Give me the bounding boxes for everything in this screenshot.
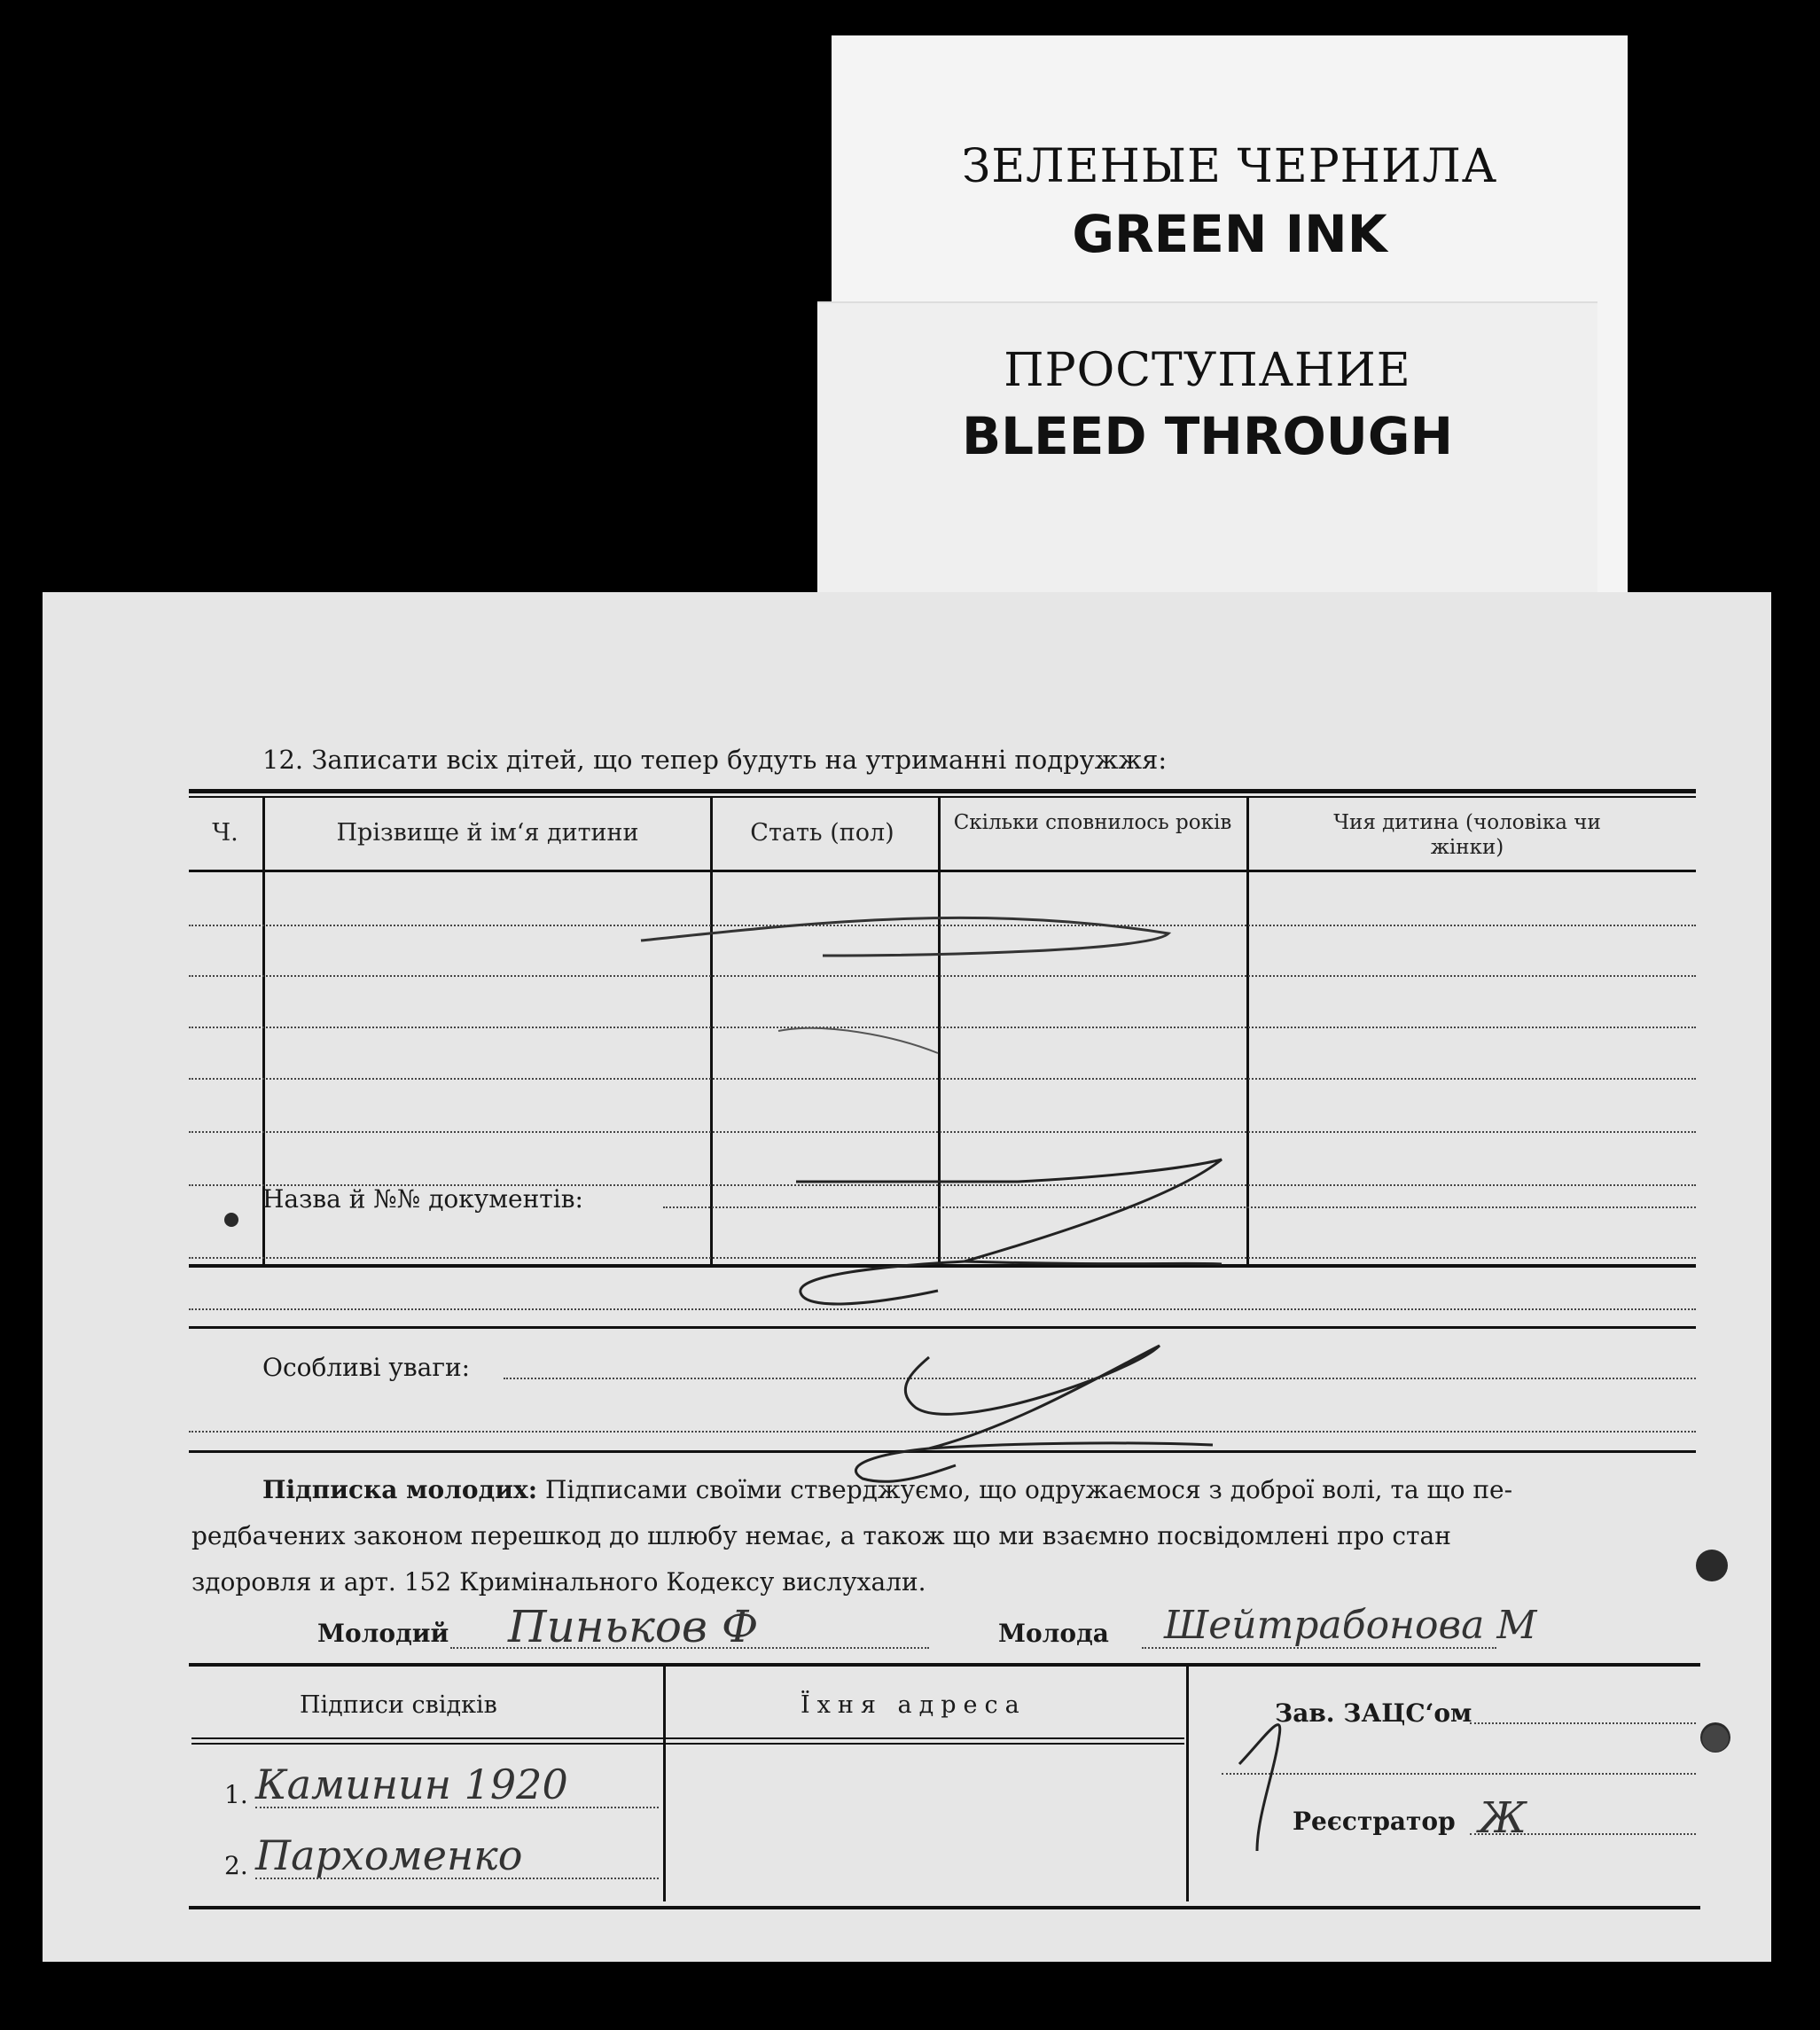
- bleed-through-stroke: [778, 1028, 938, 1053]
- bride-signature: Шейтрабонова М: [1164, 1603, 1537, 1648]
- header-child-name: Прізвище й ім‘я дитини: [336, 819, 639, 847]
- header-age: Скільки сповнилось років: [953, 811, 1232, 834]
- groom-signature: Пиньков Ф: [508, 1601, 759, 1652]
- declaration-title: Підписка молодих:: [262, 1475, 538, 1504]
- head-line: [1470, 1722, 1696, 1724]
- head-line: [1222, 1773, 1696, 1775]
- witness-line: [255, 1878, 659, 1879]
- bride-label: Молода: [998, 1619, 1109, 1648]
- groom-label: Молодий: [317, 1619, 449, 1648]
- witness-1-number: 1.: [224, 1780, 248, 1809]
- header-sex: Стать (пол): [750, 819, 894, 847]
- declaration-line-1: [262, 1475, 1512, 1504]
- cancellation-strokes: [43, 592, 1771, 1962]
- witness-col-divider: [663, 1667, 666, 1901]
- green-ink-label-en: GREEN INK: [1072, 204, 1387, 264]
- declaration-line-3: здоровля и арт. 152 Кримінального Кодексу вислухали.: [191, 1567, 926, 1597]
- bleed-through-stroke: [641, 917, 1168, 956]
- remarks-label: Особливі уваги:: [262, 1353, 471, 1382]
- cancel-stroke-documents: [796, 1159, 1222, 1264]
- witness-table-top-rule: [189, 1663, 1700, 1667]
- witness-header-rule: [191, 1743, 1184, 1745]
- witness-line: [255, 1807, 659, 1808]
- bleed-through-label-en: BLEED THROUGH: [961, 406, 1454, 466]
- green-ink-label-ru: ЗЕЛЕНЫЕ ЧЕРНИЛА: [961, 140, 1498, 193]
- witness-table-bottom-rule: [189, 1906, 1700, 1909]
- cancel-stroke-documents: [801, 1261, 965, 1304]
- head-label: Зав. ЗАЦС‘ом: [1275, 1698, 1472, 1728]
- registrar-signature-stroke: [1239, 1725, 1280, 1851]
- registrar-signature: Ж: [1479, 1793, 1527, 1843]
- bleed-through-label-ru: ПРОСТУПАНИЕ: [1004, 344, 1411, 397]
- bleed-through-label-card: [817, 301, 1597, 613]
- address-header: Їхня адреса: [801, 1691, 1027, 1719]
- declaration-line-2: редбачених законом перешкод до шлюбу немає, а також що ми взаємно посвідомлені про стан: [191, 1521, 1451, 1550]
- marriage-record-form: [43, 592, 1771, 1962]
- registrar-label: Реєстратор: [1293, 1807, 1456, 1836]
- witness-col-divider: [1186, 1667, 1189, 1901]
- witness-2-number: 2.: [224, 1851, 248, 1880]
- witnesses-header: Підписи свідків: [300, 1691, 497, 1719]
- witness-header-rule: [191, 1737, 1184, 1739]
- witness-2-signature: Пархоменко: [255, 1831, 523, 1879]
- documents-label: Назва й №№ документів:: [262, 1184, 583, 1214]
- section-12-title: 12. Записати всіх дітей, що тепер будуть на утриманні подружжя:: [262, 745, 1168, 775]
- header-whose-child: Чия дитина (чоловіка чи жінки): [1333, 811, 1601, 859]
- header-number: Ч.: [212, 819, 238, 847]
- witness-1-signature: Каминин 1920: [255, 1761, 568, 1808]
- declaration-text-1: Підписами своїми стверджуємо, що одружаємося з доброї волі, та що пе-: [544, 1475, 1513, 1504]
- cancel-stroke-remarks: [905, 1346, 1213, 1448]
